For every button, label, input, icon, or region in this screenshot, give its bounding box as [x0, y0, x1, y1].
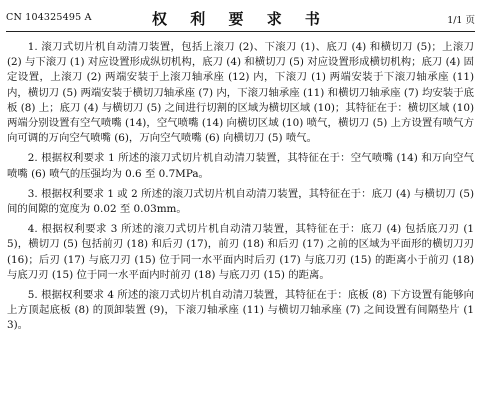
page-number: 1/1 页: [447, 15, 475, 26]
publication-number: CN 104325495 A: [6, 12, 92, 23]
claim-5: 5. 根据权利要求 4 所述的滚刀式切片机自动清刀装置，其特征在于：底板 (8) 下方设置有能够向上方顶起底板 (8) 的顶卸装置 (9)，下滚刀轴承座 (11) 与横切刀轴承座 (7) 之间设置有间隔垫片 (13)。: [7, 289, 474, 332]
claim-4: 4. 根据权利要求 3 所述的滚刀式切片机自动清刀装置，其特征在于：底刀 (4) 包括底刀刃 (15)，横切刀 (5) 包括前刃 (18) 和后刃 (17)，前刃 (18) 和后刃 (17) 之前的区域为平面形的横切刀刃 (16)；后刃 (17) 与底刀刃 (15) 位于同一水平面内时后刃 (17) 与底刀刃 (15) 的距离小于前刃 (18) 与底刀刃 (15) 位于同一水平面内时前刃 (18) 与底刀刃 (15) 的距离。: [7, 223, 474, 281]
claim-2: 2. 根据权利要求 1 所述的滚刀式切片机自动清刀装置，其特征在于：空气喷嘴 (14) 和万向空气喷嘴 (6) 喷气的压强均为 0.6 至 0.7MPa。: [7, 152, 474, 180]
claim-1: 1. 滚刀式切片机自动清刀装置，包括上滚刀 (2)、下滚刀 (1)、底刀 (4) 和横切刀 (5)；上滚刀 (2) 与下滚刀 (1) 对应设置形成纵切机构，底刀 (4) 和横切刀 (5) 对应设置形成横切机构；底刀 (4) 固定设置，上滚刀 (2) 两端安装于上滚刀轴承座 (12) 内，下滚刀 (1) 两端安装于下滚刀轴承座 (11) 内，横切刀 (5) 两端安装于横切刀轴承座 (7) 内，下滚刀轴承座 (11) 和横切刀轴承座 (7) 均安装于底板 (8) 上；底刀 (4) 与横切刀 (5) 之间进行切割的区域为横切区域 (10)；其特征在于：横切区域 (10) 两端分别设置有空气喷嘴 (14)，空气喷嘴 (14) 向横切区域 (10) 喷气，横切刀 (5) 上方设置有喷气方向可调的万向空气喷嘴 (6)，万向空气喷嘴 (6) 向横切刀 (5) 喷气。: [7, 41, 474, 145]
document-title: 权 利 要 求 书: [152, 10, 329, 28]
claims-body: [7, 40, 474, 339]
page-header: [6, 8, 475, 30]
header-divider: [6, 31, 475, 32]
claim-3: 3. 根据权利要求 1 或 2 所述的滚刀式切片机自动清刀装置，其特征在于：底刀 (4) 与横切刀 (5) 间的间隙的宽度为 0.02 至 0.03mm。: [7, 187, 474, 216]
